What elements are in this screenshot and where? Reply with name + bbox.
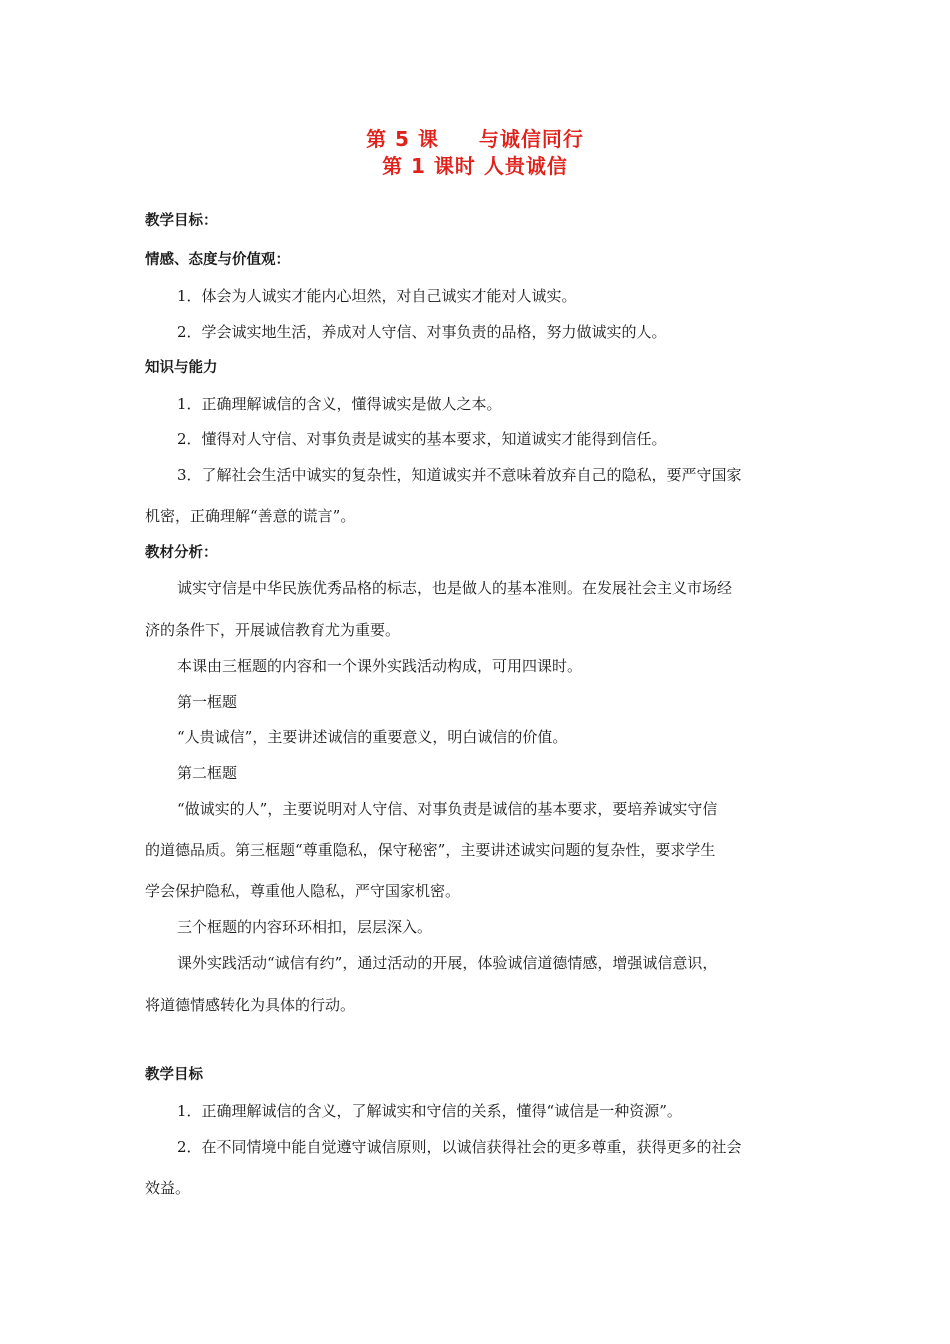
paragraph-line: 2．学会诚实地生活，养成对人守信、对事负责的品格，努力做诚实的人。: [177, 323, 667, 341]
paragraph-line: 第二框题: [177, 764, 238, 782]
paragraph-line: “人贵诚信”，主要讲述诚信的重要意义，明白诚信的价值。: [177, 728, 568, 746]
period-title: 第 1 课时 人贵诚信: [382, 154, 568, 178]
paragraph-line: 诚实守信是中华民族优秀品格的标志，也是做人的基本准则。在发展社会主义市场经: [177, 579, 733, 597]
paragraph-line: 三个框题的内容环环相扣，层层深入。: [177, 918, 433, 936]
heading-knowledge-ability: 知识与能力: [145, 360, 218, 376]
paragraph-line: 济的条件下，开展诚信教育尤为重要。: [145, 621, 401, 639]
paragraph-line: 本课由三框题的内容和一个课外实践活动构成，可用四课时。: [177, 657, 583, 675]
paragraph-line: 1．正确理解诚信的含义，懂得诚实是做人之本。: [177, 395, 502, 413]
heading-material-analysis: 教材分析：: [145, 545, 218, 561]
paragraph-line: 将道德情感转化为具体的行动。: [145, 996, 356, 1014]
paragraph-line: 3．了解社会生活中诚实的复杂性，知道诚实并不意味着放弃自己的隐私，要严守国家: [177, 466, 742, 484]
paragraph-line: 效益。: [145, 1179, 191, 1197]
paragraph-line: 1．正确理解诚信的含义，了解诚实和守信的关系，懂得“诚信是一种资源”。: [177, 1102, 682, 1120]
lesson-number: 第 5 课: [366, 127, 439, 151]
heading-teaching-goals: 教学目标：: [145, 213, 218, 229]
heading-attitude-values: 情感、态度与价值观：: [145, 252, 290, 268]
paragraph-line: 机密，正确理解“善意的谎言”。: [145, 507, 356, 525]
paragraph-line: 学会保护隐私，尊重他人隐私，严守国家机密。: [145, 882, 461, 900]
paragraph-line: 第一框题: [177, 693, 238, 711]
heading-teaching-goals-2: 教学目标: [145, 1067, 203, 1083]
lesson-title: [0, 123, 950, 152]
paragraph-line: “做诚实的人”，主要说明对人守信、对事负责是诚信的基本要求，要培养诚实守信: [177, 800, 718, 818]
paragraph-line: 课外实践活动“诚信有约”，通过活动的开展，体验诚信道德情感，增强诚信意识，: [177, 954, 718, 972]
paragraph-line: 2．在不同情境中能自觉遵守诚信原则，以诚信获得社会的更多尊重，获得更多的社会: [177, 1138, 742, 1156]
lesson-name: 与诚信同行: [478, 127, 584, 151]
paragraph-line: 1．体会为人诚实才能内心坦然，对自己诚实才能对人诚实。: [177, 287, 577, 305]
paragraph-line: 的道德品质。第三框题“尊重隐私，保守秘密”，主要讲述诚实问题的复杂性，要求学生: [145, 841, 716, 859]
paragraph-line: 2．懂得对人守信、对事负责是诚实的基本要求，知道诚实才能得到信任。: [177, 430, 667, 448]
